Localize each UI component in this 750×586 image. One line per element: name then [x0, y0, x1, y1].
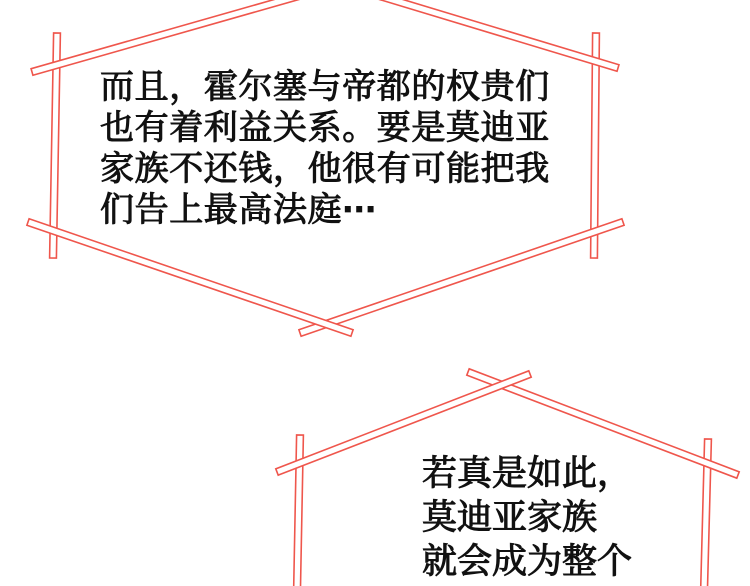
- dialogue-line: 也有着利益关系。要是莫迪亚: [100, 109, 550, 147]
- dialogue-line: 们告上最高法庭⋯: [100, 191, 377, 229]
- bubble-outline-bar: [299, 219, 624, 336]
- bubble-outline-bar: [319, 0, 619, 71]
- speech-bubble-bottom-text: [422, 452, 632, 584]
- speech-bubble-top-text: [100, 67, 550, 231]
- bubble-outline-bar: [31, 0, 356, 75]
- dialogue-line: 莫迪亚家族: [422, 498, 598, 537]
- bubble-outline-bar: [591, 33, 600, 258]
- bubble-outline-bar: [27, 219, 353, 336]
- dialogue-line: 家族不还钱，他很有可能把我: [100, 150, 550, 188]
- dialogue-line: 就会成为整个: [422, 542, 633, 581]
- dialogue-line: 若真是如此，: [422, 454, 633, 493]
- dialogue-line: 而且，霍尔塞与帝都的权贵们: [100, 68, 550, 106]
- bubble-outline-bar: [294, 435, 304, 586]
